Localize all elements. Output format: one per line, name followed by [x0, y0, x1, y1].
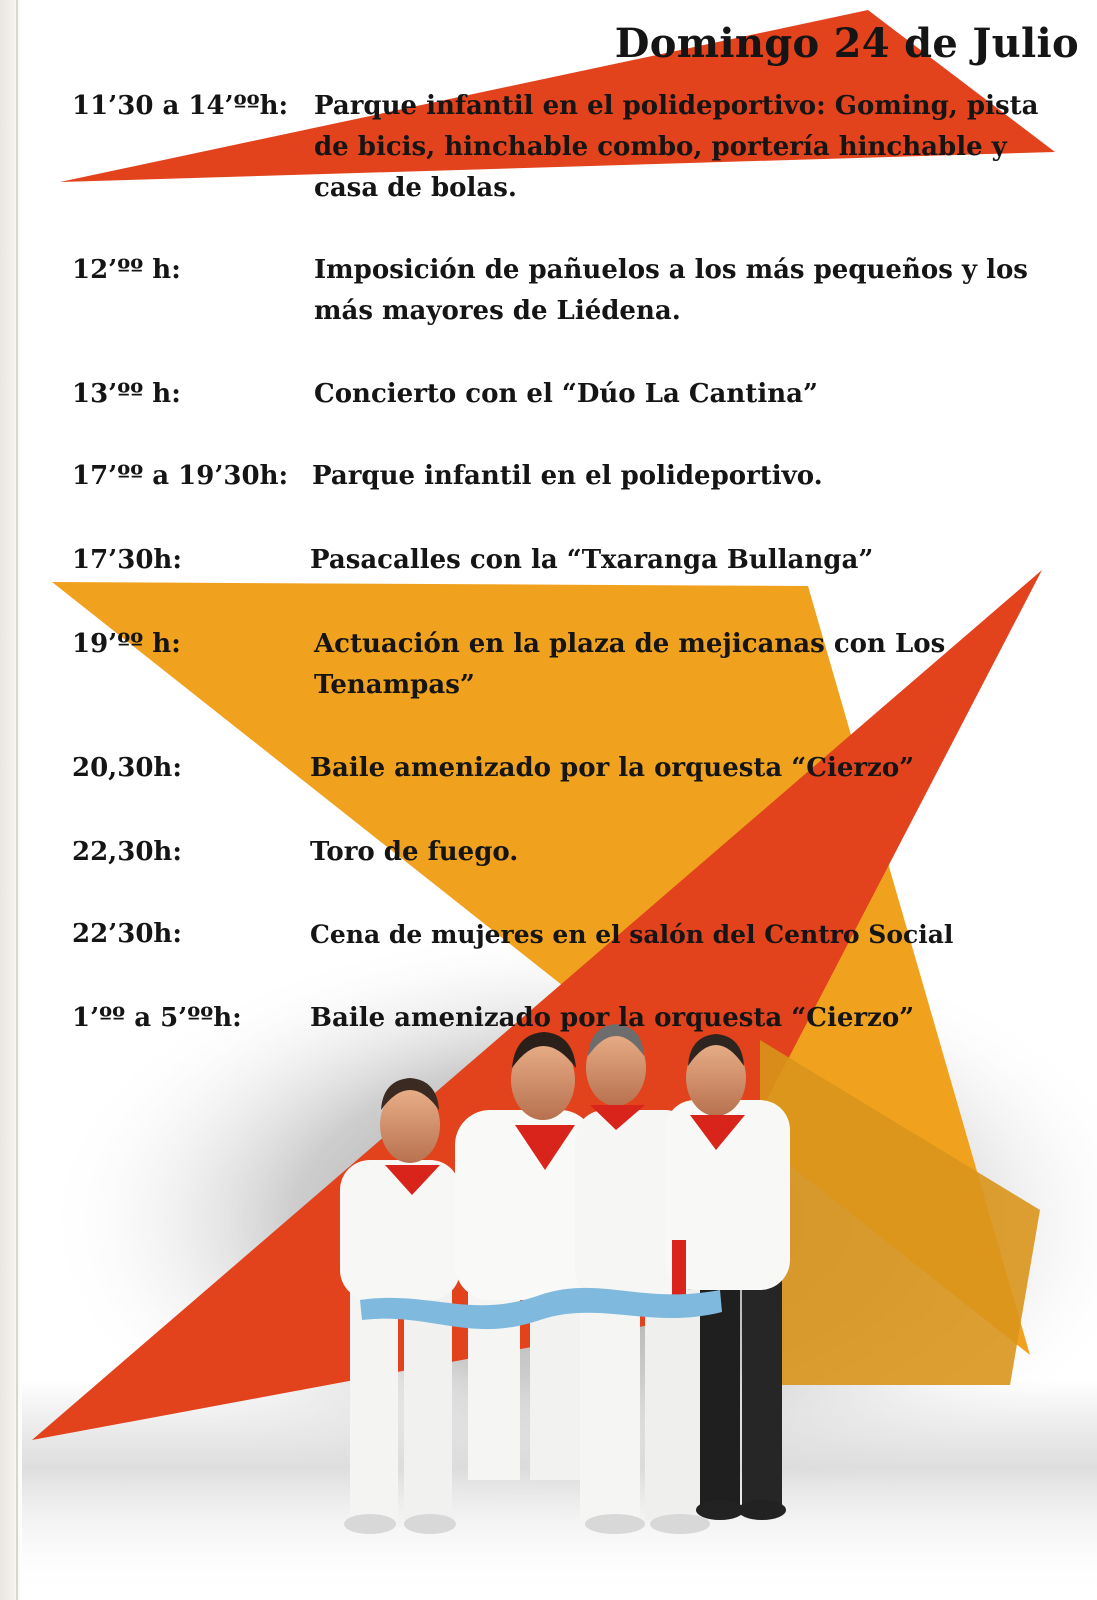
page-title: Domingo 24 de Julio	[614, 20, 1079, 67]
schedule-description: Parque infantil en el polideportivo: Goming, pista de bicis, hinchable combo, portería hinchable y casa de bolas.	[314, 91, 1039, 203]
page-binding-edge	[0, 0, 22, 1600]
schedule-time: 17’30h:	[72, 545, 182, 575]
schedule-description: Baile amenizado por la orquesta “Cierzo”	[310, 753, 915, 783]
schedule-time: 17’ºº a 19’30h:	[72, 461, 289, 491]
schedule-time: 20,30h:	[72, 753, 182, 783]
schedule-time: 12’ºº h:	[72, 255, 181, 285]
schedule-time: 11’30 a 14’ººh:	[72, 91, 289, 121]
schedule-description: Cena de mujeres en el salón del Centro Social	[310, 920, 954, 949]
schedule-time: 1’ºº a 5’ººh:	[72, 1003, 242, 1033]
schedule-time: 22’30h:	[72, 919, 182, 949]
schedule-time: 22,30h:	[72, 837, 182, 867]
schedule-description: Pasacalles con la “Txaranga Bullanga”	[310, 545, 874, 575]
schedule-time: 19’ºº h:	[72, 629, 181, 659]
schedule-description: Baile amenizado por la orquesta “Cierzo”	[310, 1003, 915, 1033]
schedule-description: Toro de fuego.	[310, 837, 519, 867]
people-group-illustration	[340, 1024, 790, 1534]
schedule-time: 13’ºº h:	[72, 379, 181, 409]
schedule-description: Imposición de pañuelos a los más pequeños y los más mayores de Liédena.	[314, 255, 1028, 326]
schedule-description: Actuación en la plaza de mejicanas con Los Tenampas”	[314, 629, 946, 700]
schedule-description: Parque infantil en el polideportivo.	[312, 461, 823, 491]
schedule-description: Concierto con el “Dúo La Cantina”	[314, 379, 818, 409]
